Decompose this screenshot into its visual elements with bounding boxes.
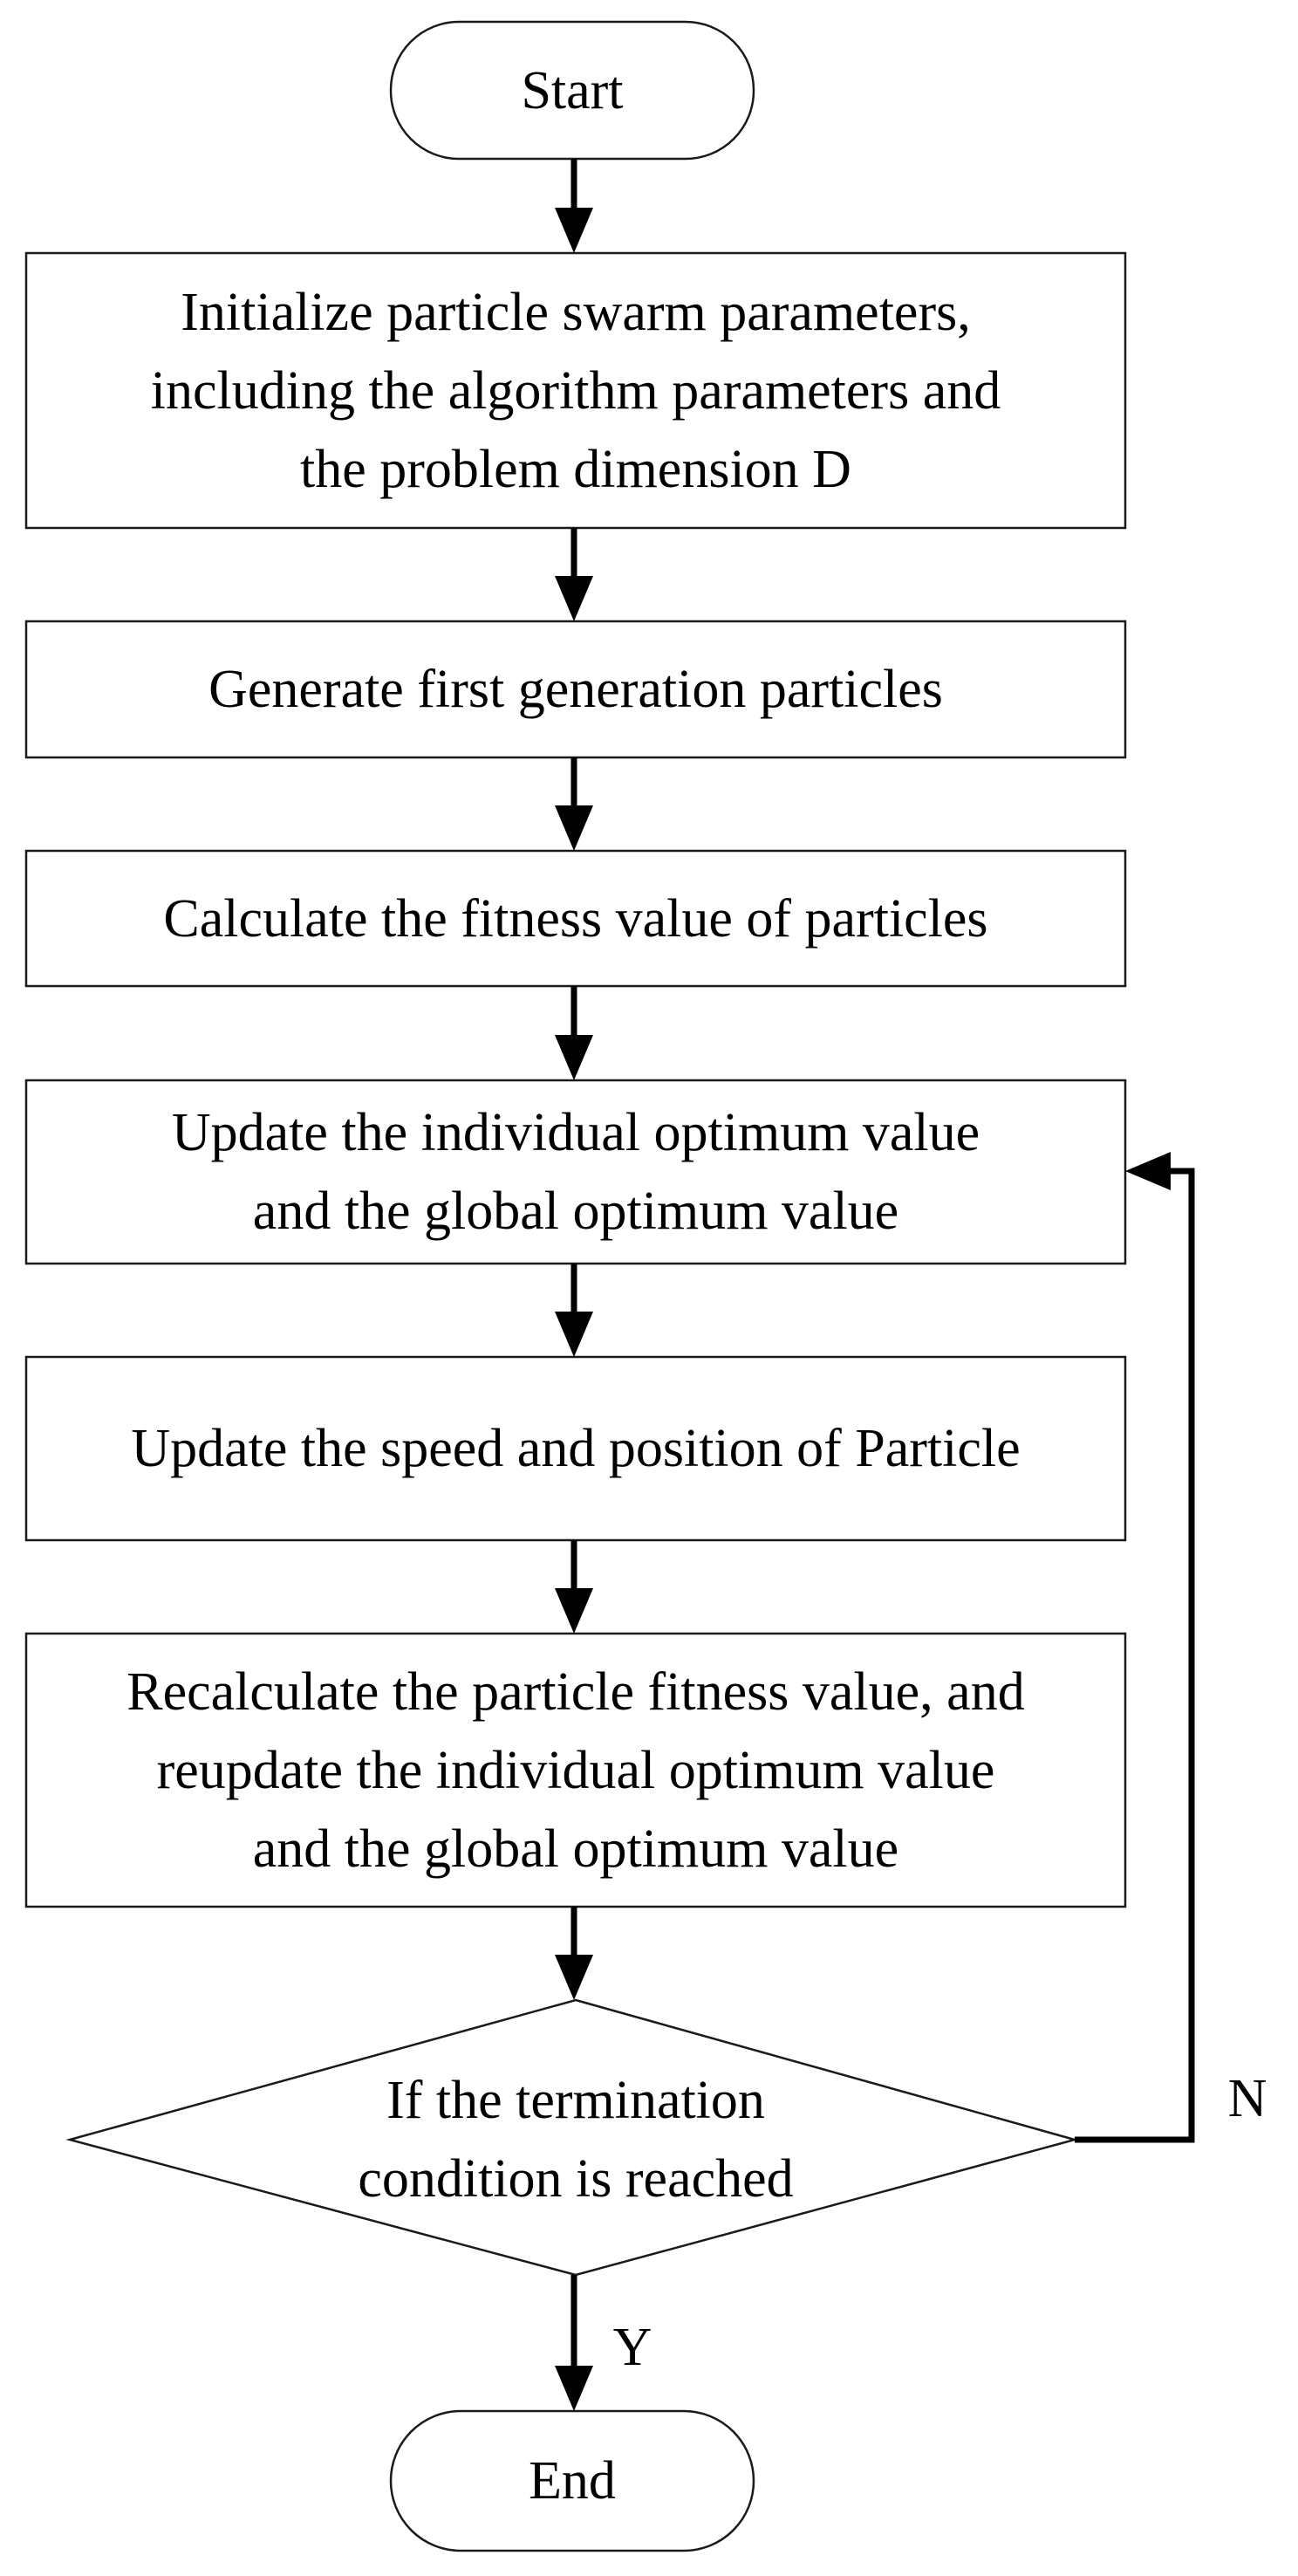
edge-label-no: N xyxy=(1227,2069,1267,2128)
arrowhead-recalculate-to-decision xyxy=(555,1955,593,2000)
step-fitness-label: Calculate the fitness value of particles xyxy=(163,888,988,949)
arrowhead-loop-back xyxy=(1125,1152,1171,1190)
arrowhead-decision-to-end xyxy=(555,2366,593,2411)
arrowhead-init-to-generate xyxy=(555,576,593,621)
edge-label-yes: Y xyxy=(612,2318,652,2377)
end-label: End xyxy=(529,2451,616,2511)
arrowhead-start-to-init xyxy=(555,208,593,253)
step-recalculate-label: Recalculate the particle fitness value, and reupdate the individual optimum value and the global optimum value xyxy=(126,1661,1025,1879)
start-label: Start xyxy=(521,60,624,120)
step-init-label: Initialize particle swarm parameters, including the algorithm parameters and the problem dimension D xyxy=(150,282,1001,499)
step-update-optimum-label: Update the individual optimum value and the global optimum value xyxy=(171,1103,980,1241)
arrowhead-update-optimum-to-update-speed xyxy=(555,1312,593,1357)
arrowhead-update-speed-to-recalculate xyxy=(555,1588,593,1634)
step-generate-label: Generate first generation particles xyxy=(208,660,943,719)
arrowhead-generate-to-fitness xyxy=(555,805,593,851)
arrowhead-fitness-to-update-optimum xyxy=(555,1035,593,1080)
decision-label: If the termination condition is reached xyxy=(358,2071,794,2209)
step-update-speed-label: Update the speed and position of Particle xyxy=(131,1419,1021,1478)
